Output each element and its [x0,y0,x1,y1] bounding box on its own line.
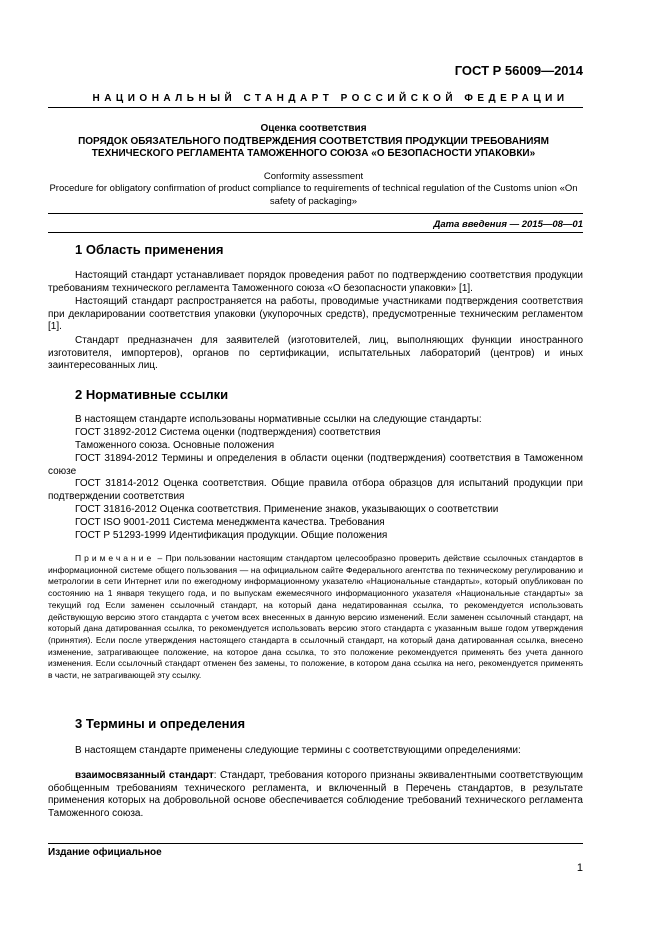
section-2-heading: 2 Нормативные ссылки [75,387,229,402]
en-subtitle: Conformity assessment [263,171,364,182]
reference-item: ГОСТ Р 51293-1999 Идентификация продукции. Общие положения [75,530,388,541]
reference-item: ГОСТ 31816-2012 Оценка соответствия. Применение знаков, указывающих о соответствии [75,504,499,515]
reference-item: ГОСТ 31892-2012 Система оценки (подтверждения) соответствия [75,427,381,438]
title-rule [48,213,583,214]
section-1-paragraph: Стандарт предназначен для заявителей (изготовителей, лиц, выполняющих функции иностранного изготовителя, импортеров), органов по сертификации, испытательных лабораторий (центров) и иных заинтересованных лиц. [48,335,583,372]
reference-item: ГОСТ ISO 9001-2011 Система менеджмента качества. Требования [75,517,385,528]
reference-item: Таможенного союза. Основные положения [75,440,275,451]
ru-title: ПОРЯДОК ОБЯЗАТЕЛЬНОГО ПОДТВЕРЖДЕНИЯ СООТВЕТСТВИЯ ПРОДУКЦИИ ТРЕБОВАНИЯМ ТЕХНИЧЕСКОГО РЕГЛАМЕНТА ТАМОЖЕННОГО СОЮЗА «О БЕЗОПАСНОСТИ УПАКОВКИ» [78,136,549,159]
section-1-heading: 1 Область применения [75,242,224,257]
note-label: Примечание [75,553,155,563]
term-name: взаимосвязанный стандарт [75,770,214,781]
introduction-date: Дата введения — 2015—08—01 [433,219,583,230]
terms-intro: В настоящем стандарте применены следующие термины с соответствующими определениями: [75,745,521,756]
header-rule [48,107,583,108]
term-definition [48,770,583,820]
section-1-paragraph: Настоящий стандарт устанавливает порядок проведения работ по подтверждению соответствия продукции требованиям технического регламента Таможенного союза «О безопасности упаковки» [1]. [48,270,583,294]
document-code: ГОСТ Р 56009—2014 [454,63,583,78]
reference-item: ГОСТ 31894-2012 Термины и определения в области оценки (подтверждения) соответствия в Таможенном союзе [48,453,583,477]
en-title: Procedure for obligatory confirmation of product compliance to requirements of technical regulation of the Customs union «On safety of packaging» [49,183,578,207]
national-standard-title: НАЦИОНАЛЬНЫЙ СТАНДАРТ РОССИЙСКОЙ ФЕДЕРАЦИИ [92,93,569,104]
reference-item: ГОСТ 31814-2012 Оценка соответствия. Общие правила отбора образцов для испытаний продукции при подтверждении соответствия [48,478,583,502]
section-1-paragraph: Настоящий стандарт распространяется на работы, проводимые участниками подтверждения соответствия при декларировании соответствия упаковки (укупорочных средств), предусмотренные техническим регламентом [1]. [48,296,583,333]
date-rule [48,232,583,233]
section-3-heading: 3 Термины и определения [75,716,246,731]
term-text: : Стандарт, требования которого признаны эквивалентными соответствующим обобщенным требованиям технического регламента, и включенный в Перечень стандартов, в результате применения которых на добровольной основе обеспечивается соблюдение требований технического регламента Таможенного союза. [48,770,584,819]
reference-note [48,553,583,682]
page-number: 1 [576,862,583,874]
footer-rule [48,843,583,844]
ru-subtitle: Оценка соответствия [260,123,367,134]
note-text: – При пользовании настоящим стандартом целесообразно проверить действие ссылочных стандартов в информационной системе общего пользования — на официальном сайте Федерального агентства по техническому регулированию и метрологии в сети Интернет или по ежегодному информационному указателю «Национальные стандарты», который опубликован по состоянию на 1 января текущего года, и по выпускам ежемесячного информационного указателя «Национальные стандарты» за текущий год Если заменен ссылочный стандарт, на который дана недатированная ссылка, то рекомендуется использовать действующую версию этого стандарта с учетом всех внесенных в данную версию изменений. Если заменен ссылочный стандарт, на который дана датированная ссылка, то рекомендуется использовать версию этого стандарта с указанным выше годом утверждения (принятия). Если после утверждения настоящего стандарта в ссылочный стандарт, на который дана датированная ссылка, внесено изменение, затрагивающее положение, на которое дана ссылка, то это положение рекомендуется применять без учета данного изменения. Если ссылочный стандарт отменен без замены, то положение, в котором дана ссылка на него, рекомендуется применять в части, не затрагивающей эту ссылку. [48,553,583,681]
references-intro: В настоящем стандарте использованы нормативные ссылки на следующие стандарты: [75,414,482,425]
edition-label: Издание официальное [48,847,162,858]
